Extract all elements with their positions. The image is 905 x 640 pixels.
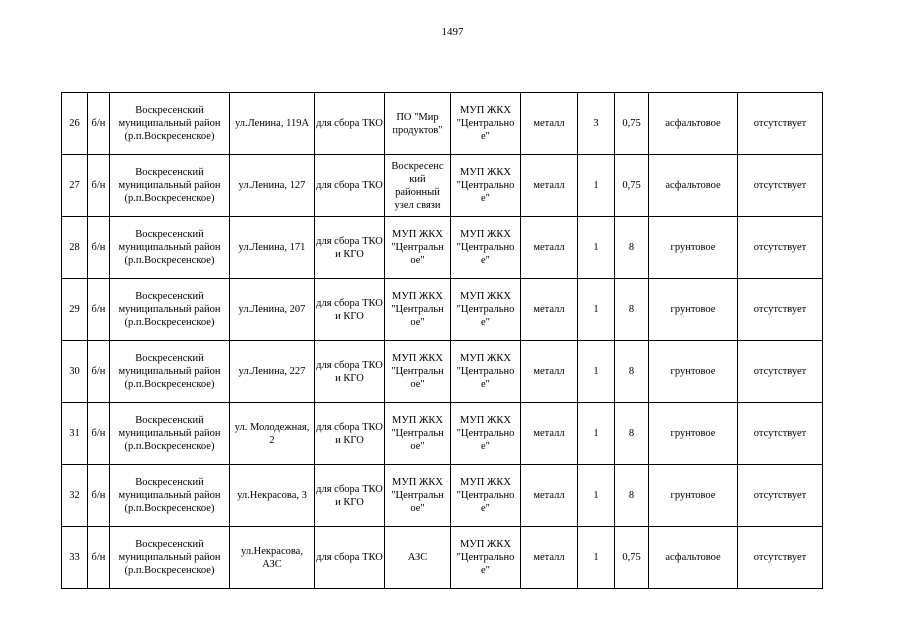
cell-owner: ПО "Мир продуктов" — [385, 93, 451, 155]
cell-container-count: 1 — [578, 403, 615, 465]
cell-container-volume: 0,75 — [615, 155, 649, 217]
cell-surface-type: грунтовое — [649, 465, 738, 527]
cell-purpose: для сбора ТКО — [315, 93, 385, 155]
cell-operator: МУП ЖКХ "Центрально е" — [451, 465, 521, 527]
table-row — [62, 341, 823, 403]
cell-container-volume: 8 — [615, 217, 649, 279]
cell-operator: МУП ЖКХ "Центрально е" — [451, 403, 521, 465]
cell-owner: МУП ЖКХ "Центральн ое" — [385, 217, 451, 279]
cell-row-number: 28 — [62, 217, 88, 279]
cell-purpose: для сбора ТКО и КГО — [315, 403, 385, 465]
cell-registry-number: б/н — [88, 155, 110, 217]
cell-municipality: Воскресенский муниципальный район (р.п.Воскресенское) — [110, 403, 230, 465]
cell-fence: отсутствует — [738, 341, 823, 403]
cell-container-volume: 0,75 — [615, 527, 649, 589]
cell-container-volume: 8 — [615, 403, 649, 465]
cell-purpose: для сбора ТКО и КГО — [315, 341, 385, 403]
cell-address: ул.Ленина, 171 — [230, 217, 315, 279]
cell-surface-type: грунтовое — [649, 341, 738, 403]
cell-address: ул. Молодежная, 2 — [230, 403, 315, 465]
table-body — [62, 93, 823, 589]
table-row — [62, 155, 823, 217]
cell-owner: МУП ЖКХ "Центральн ое" — [385, 341, 451, 403]
cell-owner: МУП ЖКХ "Центральн ое" — [385, 465, 451, 527]
cell-container-count: 1 — [578, 527, 615, 589]
cell-purpose: для сбора ТКО — [315, 155, 385, 217]
cell-row-number: 26 — [62, 93, 88, 155]
cell-surface-type: грунтовое — [649, 217, 738, 279]
cell-row-number: 32 — [62, 465, 88, 527]
cell-container-volume: 0,75 — [615, 93, 649, 155]
cell-container-material: металл — [521, 341, 578, 403]
table-row — [62, 217, 823, 279]
cell-municipality: Воскресенский муниципальный район (р.п.Воскресенское) — [110, 341, 230, 403]
cell-fence: отсутствует — [738, 155, 823, 217]
cell-address: ул.Ленина, 127 — [230, 155, 315, 217]
cell-registry-number: б/н — [88, 93, 110, 155]
cell-fence: отсутствует — [738, 279, 823, 341]
table-row — [62, 279, 823, 341]
cell-row-number: 27 — [62, 155, 88, 217]
cell-container-material: металл — [521, 465, 578, 527]
cell-registry-number: б/н — [88, 403, 110, 465]
cell-container-count: 1 — [578, 279, 615, 341]
table-row — [62, 403, 823, 465]
cell-operator: МУП ЖКХ "Центрально е" — [451, 279, 521, 341]
cell-address: ул.Некрасова, 3 — [230, 465, 315, 527]
cell-container-volume: 8 — [615, 465, 649, 527]
cell-surface-type: асфальтовое — [649, 93, 738, 155]
cell-operator: МУП ЖКХ "Центрально е" — [451, 217, 521, 279]
cell-municipality: Воскресенский муниципальный район (р.п.Воскресенское) — [110, 155, 230, 217]
cell-purpose: для сбора ТКО и КГО — [315, 217, 385, 279]
cell-registry-number: б/н — [88, 279, 110, 341]
cell-container-material: металл — [521, 93, 578, 155]
cell-fence: отсутствует — [738, 527, 823, 589]
registry-table — [61, 92, 823, 589]
cell-address: ул.Ленина, 119А — [230, 93, 315, 155]
cell-container-count: 1 — [578, 341, 615, 403]
cell-surface-type: асфальтовое — [649, 527, 738, 589]
cell-container-count: 1 — [578, 217, 615, 279]
cell-municipality: Воскресенский муниципальный район (р.п.Воскресенское) — [110, 279, 230, 341]
cell-row-number: 29 — [62, 279, 88, 341]
cell-surface-type: асфальтовое — [649, 155, 738, 217]
cell-container-material: металл — [521, 217, 578, 279]
cell-container-count: 1 — [578, 465, 615, 527]
cell-fence: отсутствует — [738, 93, 823, 155]
cell-owner: АЗС — [385, 527, 451, 589]
cell-purpose: для сбора ТКО и КГО — [315, 465, 385, 527]
cell-operator: МУП ЖКХ "Центрально е" — [451, 93, 521, 155]
cell-container-count: 3 — [578, 93, 615, 155]
cell-operator: МУП ЖКХ "Центрально е" — [451, 527, 521, 589]
cell-registry-number: б/н — [88, 217, 110, 279]
cell-purpose: для сбора ТКО — [315, 527, 385, 589]
table-row — [62, 93, 823, 155]
cell-container-material: металл — [521, 527, 578, 589]
cell-container-count: 1 — [578, 155, 615, 217]
cell-owner: Воскресенс кий районный узел связи — [385, 155, 451, 217]
cell-container-volume: 8 — [615, 341, 649, 403]
cell-surface-type: грунтовое — [649, 403, 738, 465]
cell-container-material: металл — [521, 403, 578, 465]
page-number: 1497 — [441, 26, 464, 38]
cell-address: ул.Ленина, 227 — [230, 341, 315, 403]
cell-row-number: 31 — [62, 403, 88, 465]
cell-purpose: для сбора ТКО и КГО — [315, 279, 385, 341]
cell-owner: МУП ЖКХ "Центральн ое" — [385, 403, 451, 465]
cell-operator: МУП ЖКХ "Центрально е" — [451, 341, 521, 403]
cell-address: ул.Ленина, 207 — [230, 279, 315, 341]
table-row — [62, 527, 823, 589]
cell-container-material: металл — [521, 155, 578, 217]
cell-registry-number: б/н — [88, 465, 110, 527]
cell-registry-number: б/н — [88, 527, 110, 589]
cell-address: ул.Некрасова, АЗС — [230, 527, 315, 589]
cell-container-volume: 8 — [615, 279, 649, 341]
cell-row-number: 30 — [62, 341, 88, 403]
cell-surface-type: грунтовое — [649, 279, 738, 341]
cell-owner: МУП ЖКХ "Центральн ое" — [385, 279, 451, 341]
cell-fence: отсутствует — [738, 217, 823, 279]
cell-fence: отсутствует — [738, 403, 823, 465]
cell-registry-number: б/н — [88, 341, 110, 403]
cell-municipality: Воскресенский муниципальный район (р.п.Воскресенское) — [110, 93, 230, 155]
cell-municipality: Воскресенский муниципальный район (р.п.Воскресенское) — [110, 465, 230, 527]
cell-municipality: Воскресенский муниципальный район (р.п.Воскресенское) — [110, 217, 230, 279]
table-row — [62, 465, 823, 527]
cell-row-number: 33 — [62, 527, 88, 589]
cell-fence: отсутствует — [738, 465, 823, 527]
cell-container-material: металл — [521, 279, 578, 341]
cell-municipality: Воскресенский муниципальный район (р.п.Воскресенское) — [110, 527, 230, 589]
cell-operator: МУП ЖКХ "Центрально е" — [451, 155, 521, 217]
